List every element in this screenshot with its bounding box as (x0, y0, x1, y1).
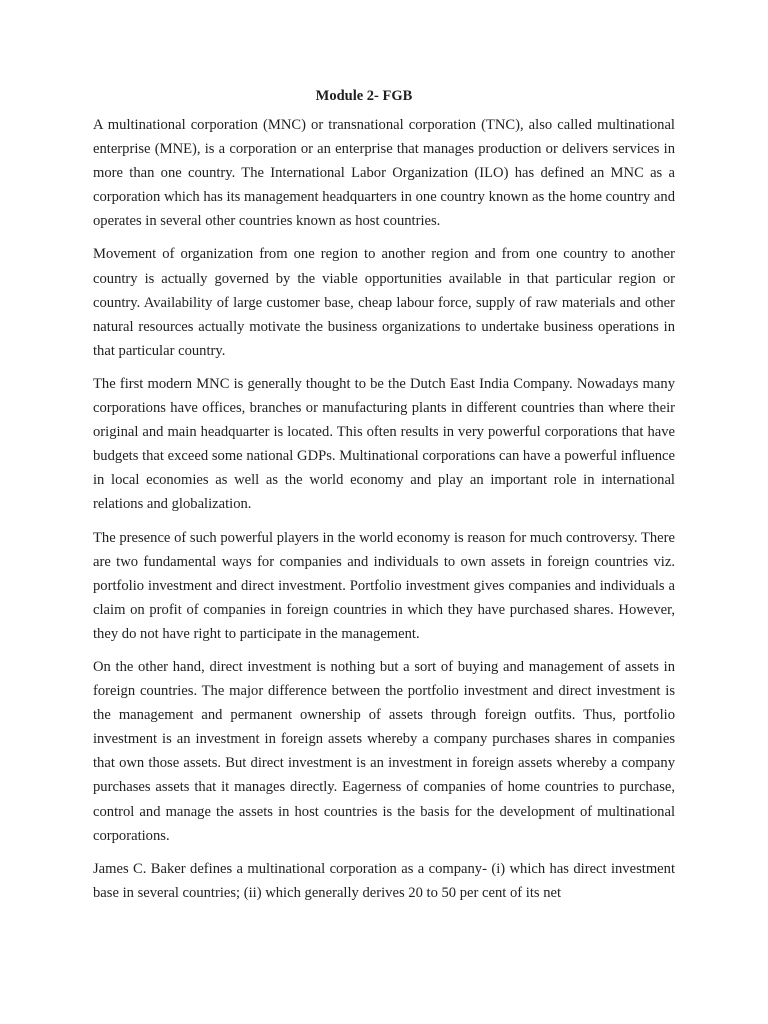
paragraph-mnc-definition: A multinational corporation (MNC) or transnational corporation (TNC), also called multinational enterprise (MNE), is a corporation or an enterprise that manages production or delivers services in more than one country. The International Labor Organization (ILO) has defined an MNC as a corporation which has its management headquarters in one country known as the home country and operates in several other countries known as host countries. (93, 117, 675, 230)
paragraph-direct-investment: On the other hand, direct investment is nothing but a sort of buying and management of assets in foreign countries. The major difference between the portfolio investment and direct investment is the management and permanent ownership of assets through foreign outfits. Thus, portfolio investment is an investment in foreign assets whereby a company purchases shares in companies that own those assets. But direct investment is an investment in foreign assets whereby a company purchases assets that it manages directly. Eagerness of companies of home countries to purchase, control and manage the assets in host countries is the basis for the development of multinational corporations. (93, 658, 675, 844)
paragraph-movement-of-organization: Movement of organization from one region to another region and from one country to another country is actually governed by the viable opportunities available in that particular region or country. Availability of large customer base, cheap labour force, supply of raw materials and other natural resources actually motivate the business organizations to undertake business operations in that particular country. (93, 246, 675, 359)
paragraph-controversy: The presence of such powerful players in the world economy is reason for much controversy. There are two fundamental ways for companies and individuals to own assets in foreign countries viz. portfolio investment and direct investment. Portfolio investment gives companies and individuals a claim on profit of companies in foreign countries in which they have purchased shares. However, they do not have right to participate in the management. (93, 529, 675, 642)
page-title: Module 2- FGB (315, 88, 413, 104)
paragraph-first-modern-mnc: The first modern MNC is generally thought to be the Dutch East India Company. Nowadays many corporations have offices, branches or manufacturing plants in different countries than where their original and main headquarter is located. This often results in very powerful corporations that have budgets that exceed some national GDPs. Multinational corporations can have a powerful influence in local economies as well as the world economy and play an important role in international relations and globalization. (93, 375, 675, 513)
paragraph-james-baker-definition: James C. Baker defines a multinational corporation as a company- (i) which has direct investment base in several countries; (ii) which generally derives 20 to 50 per cent of its net (93, 860, 675, 901)
document-body (93, 113, 675, 914)
